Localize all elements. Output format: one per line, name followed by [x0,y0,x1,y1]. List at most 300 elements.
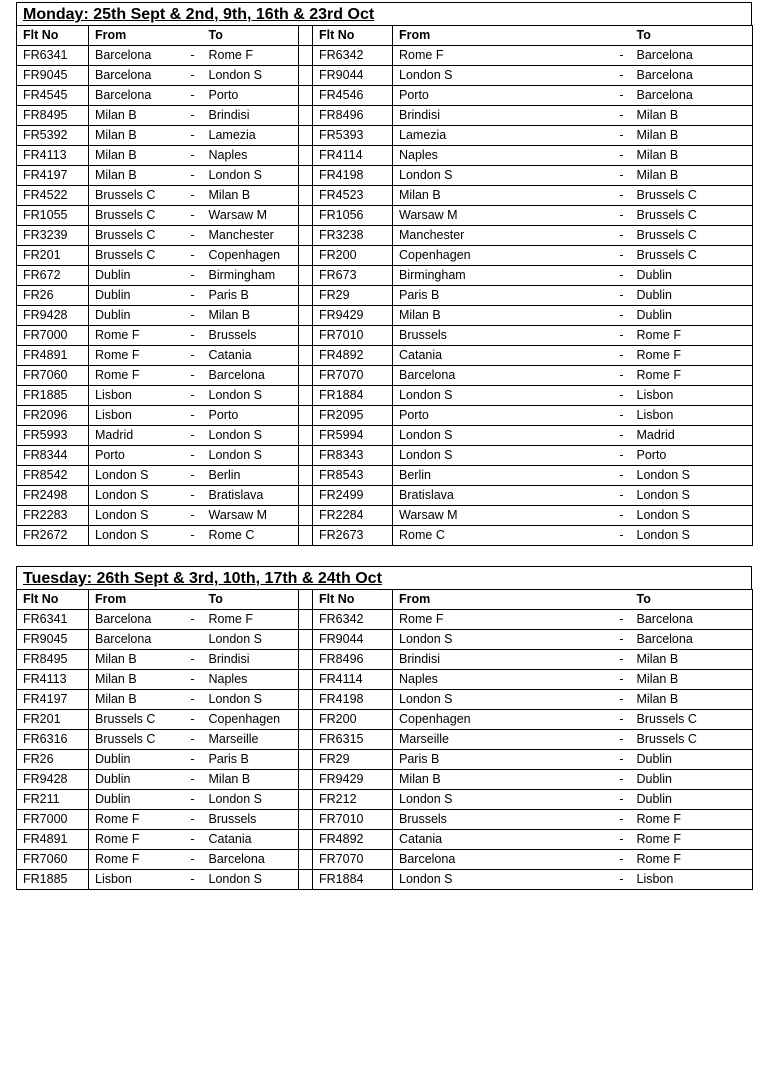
table-row [17,690,753,710]
return-flight-number: FR8496 [313,650,393,670]
return-route-dash: - [613,770,631,790]
flight-number: FR8495 [17,106,89,126]
return-flight-number: FR1056 [313,206,393,226]
route-dash: - [183,106,203,126]
to-city: Warsaw M [203,206,299,226]
from-city: Lisbon [89,406,183,426]
return-route-dash: - [613,66,631,86]
column-gap [299,850,313,870]
table-row [17,66,753,86]
return-from-city: Birmingham [393,266,613,286]
return-flight-number: FR8543 [313,466,393,486]
from-city: Rome F [89,810,183,830]
header-spacer [613,590,631,610]
return-route-dash: - [613,830,631,850]
return-to-city: Dublin [631,286,753,306]
return-route-dash: - [613,650,631,670]
return-to-city: Rome F [631,830,753,850]
to-city: Catania [203,830,299,850]
return-to-city: Brussels C [631,710,753,730]
return-route-dash: - [613,206,631,226]
column-gap [299,366,313,386]
return-route-dash: - [613,366,631,386]
return-from-city: Brindisi [393,106,613,126]
return-route-dash: - [613,186,631,206]
return-from-city: Barcelona [393,850,613,870]
flight-number: FR8344 [17,446,89,466]
from-city: Milan B [89,106,183,126]
to-city: Paris B [203,286,299,306]
flight-number: FR9045 [17,66,89,86]
header-from: From [89,590,183,610]
route-dash: - [183,366,203,386]
from-city: Dublin [89,286,183,306]
flight-number: FR4197 [17,690,89,710]
column-gap [299,446,313,466]
from-city: Lisbon [89,386,183,406]
column-gap [299,670,313,690]
column-gap [299,870,313,890]
column-gap [299,46,313,66]
column-gap [299,326,313,346]
to-city: Manchester [203,226,299,246]
column-gap [299,590,313,610]
table-row [17,426,753,446]
route-dash: - [183,466,203,486]
return-flight-number: FR7010 [313,810,393,830]
flight-number: FR201 [17,246,89,266]
column-gap [299,306,313,326]
to-city: Paris B [203,750,299,770]
flight-number: FR4522 [17,186,89,206]
section-title: Monday: 25th Sept & 2nd, 9th, 16th & 23rd Oct [16,2,752,25]
from-city: Rome F [89,366,183,386]
flight-number: FR5392 [17,126,89,146]
header-flt-no: Flt No [17,590,89,610]
return-from-city: Rome F [393,610,613,630]
flight-number: FR8495 [17,650,89,670]
flight-number: FR7060 [17,850,89,870]
return-flight-number: FR4523 [313,186,393,206]
return-route-dash: - [613,306,631,326]
return-from-city: London S [393,630,613,650]
flight-number: FR9428 [17,770,89,790]
return-route-dash: - [613,506,631,526]
column-gap [299,146,313,166]
flight-number: FR26 [17,286,89,306]
table-row [17,790,753,810]
to-city: London S [203,66,299,86]
return-flight-number: FR2673 [313,526,393,546]
return-route-dash: - [613,166,631,186]
to-city: Milan B [203,770,299,790]
table-row [17,386,753,406]
route-dash: - [183,610,203,630]
route-dash: - [183,86,203,106]
column-gap [299,650,313,670]
flight-number: FR5993 [17,426,89,446]
flight-number: FR7000 [17,326,89,346]
from-city: London S [89,466,183,486]
return-route-dash: - [613,750,631,770]
return-from-city: Warsaw M [393,506,613,526]
route-dash: - [183,790,203,810]
return-to-city: Rome F [631,326,753,346]
flight-number: FR9045 [17,630,89,650]
column-gap [299,506,313,526]
return-flight-number: FR4198 [313,690,393,710]
flight-number: FR7000 [17,810,89,830]
return-flight-number: FR200 [313,246,393,266]
header-to: To [631,590,753,610]
return-to-city: Dublin [631,750,753,770]
return-route-dash: - [613,810,631,830]
column-gap [299,246,313,266]
route-dash: - [183,750,203,770]
return-flight-number: FR200 [313,710,393,730]
return-route-dash: - [613,226,631,246]
return-to-city: Dublin [631,306,753,326]
table-row [17,406,753,426]
header-to: To [203,26,299,46]
flight-number: FR1055 [17,206,89,226]
route-dash: - [183,146,203,166]
column-gap [299,610,313,630]
route-dash: - [183,690,203,710]
return-route-dash: - [613,610,631,630]
table-row [17,106,753,126]
table-row [17,630,753,650]
return-from-city: London S [393,426,613,446]
return-flight-number: FR212 [313,790,393,810]
column-gap [299,710,313,730]
header-from: From [393,590,613,610]
return-flight-number: FR3238 [313,226,393,246]
from-city: Lisbon [89,870,183,890]
from-city: Dublin [89,790,183,810]
return-flight-number: FR29 [313,286,393,306]
column-gap [299,466,313,486]
table-row [17,306,753,326]
return-flight-number: FR8496 [313,106,393,126]
return-from-city: Warsaw M [393,206,613,226]
table-row [17,226,753,246]
table-row [17,810,753,830]
from-city: Milan B [89,670,183,690]
column-gap [299,486,313,506]
return-flight-number: FR1884 [313,870,393,890]
to-city: Lamezia [203,126,299,146]
from-city: Dublin [89,306,183,326]
flight-number: FR4113 [17,146,89,166]
column-gap [299,86,313,106]
to-city: Porto [203,406,299,426]
column-gap [299,226,313,246]
to-city: Birmingham [203,266,299,286]
flight-number: FR1885 [17,386,89,406]
from-city: Rome F [89,346,183,366]
return-from-city: Naples [393,670,613,690]
return-flight-number: FR1884 [313,386,393,406]
table-row [17,266,753,286]
return-route-dash: - [613,466,631,486]
return-route-dash: - [613,386,631,406]
route-dash: - [183,486,203,506]
return-to-city: Milan B [631,650,753,670]
column-gap [299,126,313,146]
route-dash: - [183,526,203,546]
route-dash: - [183,730,203,750]
to-city: London S [203,446,299,466]
flight-table [16,25,753,546]
from-city: Brussels C [89,226,183,246]
return-route-dash: - [613,406,631,426]
monday-schedule [16,2,752,546]
route-dash: - [183,206,203,226]
flight-number: FR4891 [17,346,89,366]
column-gap [299,830,313,850]
return-to-city: Barcelona [631,66,753,86]
from-city: Barcelona [89,46,183,66]
return-to-city: Milan B [631,670,753,690]
return-flight-number: FR4198 [313,166,393,186]
column-gap [299,406,313,426]
header-from: From [89,26,183,46]
header-flt-no: Flt No [17,26,89,46]
header-row [17,26,753,46]
column-gap [299,386,313,406]
from-city: Milan B [89,126,183,146]
return-route-dash: - [613,286,631,306]
table-row [17,466,753,486]
return-from-city: Manchester [393,226,613,246]
return-flight-number: FR5994 [313,426,393,446]
return-to-city: Lisbon [631,406,753,426]
flight-number: FR672 [17,266,89,286]
return-to-city: Rome F [631,366,753,386]
flight-number: FR4545 [17,86,89,106]
return-from-city: Catania [393,830,613,850]
route-dash: - [183,650,203,670]
to-city: London S [203,630,299,650]
from-city: Barcelona [89,66,183,86]
return-to-city: Barcelona [631,86,753,106]
flight-number: FR8542 [17,466,89,486]
return-to-city: Milan B [631,126,753,146]
flight-number: FR4197 [17,166,89,186]
column-gap [299,166,313,186]
header-from: From [393,26,613,46]
return-to-city: Madrid [631,426,753,446]
table-row [17,86,753,106]
table-row [17,166,753,186]
column-gap [299,426,313,446]
route-dash: - [183,810,203,830]
return-flight-number: FR4892 [313,830,393,850]
return-to-city: Dublin [631,790,753,810]
from-city: Brussels C [89,186,183,206]
route-dash: - [183,186,203,206]
to-city: Naples [203,670,299,690]
return-from-city: Milan B [393,186,613,206]
return-to-city: Milan B [631,146,753,166]
to-city: Rome F [203,46,299,66]
column-gap [299,346,313,366]
section-title: Tuesday: 26th Sept & 3rd, 10th, 17th & 24th Oct [16,566,752,589]
return-route-dash: - [613,46,631,66]
header-flt-no: Flt No [313,26,393,46]
return-route-dash: - [613,850,631,870]
route-dash: - [183,830,203,850]
table-row [17,650,753,670]
return-flight-number: FR29 [313,750,393,770]
return-route-dash: - [613,870,631,890]
return-from-city: Copenhagen [393,246,613,266]
table-row [17,670,753,690]
route-dash: - [183,670,203,690]
table-row [17,486,753,506]
to-city: Milan B [203,186,299,206]
to-city: Naples [203,146,299,166]
to-city: London S [203,870,299,890]
return-to-city: Barcelona [631,46,753,66]
column-gap [299,106,313,126]
header-to: To [631,26,753,46]
return-to-city: Dublin [631,266,753,286]
return-from-city: Porto [393,86,613,106]
return-flight-number: FR2284 [313,506,393,526]
from-city: Dublin [89,770,183,790]
return-flight-number: FR7070 [313,366,393,386]
return-from-city: London S [393,66,613,86]
return-route-dash: - [613,670,631,690]
route-dash: - [183,506,203,526]
to-city: Porto [203,86,299,106]
column-gap [299,186,313,206]
return-to-city: Milan B [631,690,753,710]
return-flight-number: FR7070 [313,850,393,870]
return-to-city: Rome F [631,810,753,830]
route-dash: - [183,770,203,790]
table-row [17,286,753,306]
from-city: Rome F [89,326,183,346]
from-city: Milan B [89,146,183,166]
table-row [17,730,753,750]
flight-number: FR6316 [17,730,89,750]
return-to-city: London S [631,526,753,546]
to-city: Marseille [203,730,299,750]
return-flight-number: FR2095 [313,406,393,426]
return-flight-number: FR2499 [313,486,393,506]
return-from-city: Marseille [393,730,613,750]
to-city: Milan B [203,306,299,326]
return-from-city: Bratislava [393,486,613,506]
flight-number: FR201 [17,710,89,730]
tuesday-schedule [16,566,752,890]
table-row [17,770,753,790]
header-spacer [613,26,631,46]
from-city: Milan B [89,166,183,186]
return-from-city: Rome F [393,46,613,66]
return-route-dash: - [613,106,631,126]
to-city: Rome C [203,526,299,546]
column-gap [299,770,313,790]
return-from-city: Berlin [393,466,613,486]
return-from-city: Lamezia [393,126,613,146]
return-to-city: Milan B [631,166,753,186]
route-dash: - [183,386,203,406]
from-city: Porto [89,446,183,466]
column-gap [299,206,313,226]
return-flight-number: FR4892 [313,346,393,366]
return-flight-number: FR9429 [313,770,393,790]
flight-number: FR6341 [17,46,89,66]
header-spacer [183,590,203,610]
to-city: Warsaw M [203,506,299,526]
flight-number: FR4891 [17,830,89,850]
route-dash: - [183,870,203,890]
return-flight-number: FR6342 [313,46,393,66]
route-dash: - [183,346,203,366]
return-route-dash: - [613,246,631,266]
return-flight-number: FR6315 [313,730,393,750]
column-gap [299,810,313,830]
table-row [17,186,753,206]
route-dash: - [183,46,203,66]
route-dash: - [183,246,203,266]
from-city: Rome F [89,830,183,850]
to-city: Catania [203,346,299,366]
from-city: Dublin [89,266,183,286]
route-dash: - [183,166,203,186]
route-dash: - [183,66,203,86]
from-city: Milan B [89,650,183,670]
column-gap [299,790,313,810]
route-dash: - [183,126,203,146]
to-city: London S [203,166,299,186]
return-to-city: London S [631,466,753,486]
return-flight-number: FR9044 [313,630,393,650]
to-city: London S [203,426,299,446]
return-route-dash: - [613,630,631,650]
return-to-city: Brussels C [631,226,753,246]
to-city: Copenhagen [203,246,299,266]
from-city: Madrid [89,426,183,446]
to-city: London S [203,790,299,810]
table-row [17,870,753,890]
from-city: Barcelona [89,86,183,106]
table-row [17,750,753,770]
header-row [17,590,753,610]
return-flight-number: FR9429 [313,306,393,326]
table-row [17,146,753,166]
column-gap [299,26,313,46]
table-row [17,366,753,386]
route-dash: - [183,306,203,326]
return-to-city: Lisbon [631,386,753,406]
to-city: Barcelona [203,366,299,386]
return-from-city: Brussels [393,810,613,830]
return-from-city: London S [393,166,613,186]
return-flight-number: FR673 [313,266,393,286]
to-city: Copenhagen [203,710,299,730]
return-route-dash: - [613,346,631,366]
flight-number: FR2283 [17,506,89,526]
from-city: Brussels C [89,710,183,730]
return-from-city: Porto [393,406,613,426]
route-dash: - [183,446,203,466]
return-flight-number: FR4546 [313,86,393,106]
